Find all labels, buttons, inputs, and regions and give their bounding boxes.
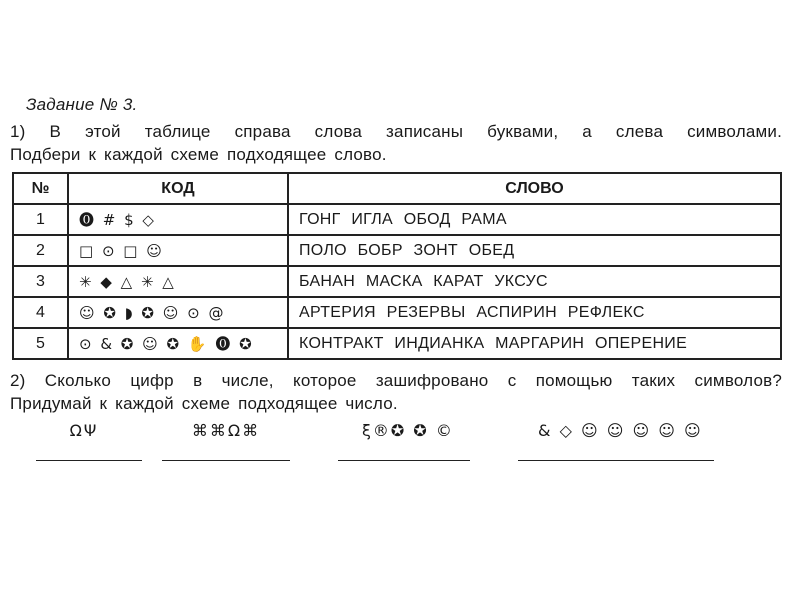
row-code: □ ⊙ □ ☺ (68, 235, 288, 266)
table-row (13, 204, 781, 235)
scheme-symbols-2: ⌘⌘Ω⌘ (191, 421, 261, 440)
scheme-group-2 (162, 420, 290, 470)
question-1-text-line-2: Подбери к каждой схеме подходящее слово. (10, 145, 387, 164)
scheme-group-4 (518, 420, 714, 470)
table-row (13, 266, 781, 297)
table-row (13, 235, 781, 266)
header-number: № (13, 173, 68, 204)
scheme-symbols-1: ΩΨ (69, 421, 99, 440)
row-words: КОНТРАКТ ИНДИАНКА МАРГАРИН ОПЕРЕНИЕ (288, 328, 781, 359)
answer-blank-4[interactable] (518, 460, 714, 461)
row-words: ГОНГ ИГЛА ОБОД РАМА (288, 204, 781, 235)
scheme-group-1 (36, 420, 142, 470)
row-code: ⊙ & ✪ ☺ ✪ ✋ ⓿ ✪ (68, 328, 288, 359)
answer-blank-2[interactable] (162, 460, 290, 461)
row-words: БАНАН МАСКА КАРАТ УКСУС (288, 266, 781, 297)
row-code: ⓿ # $ ◇ (68, 204, 288, 235)
table-header-row (13, 173, 781, 204)
question-2-text-line-2: Придумай к каждой схеме подходящее число. (10, 394, 398, 413)
task-title: Задание № 3. (26, 95, 138, 114)
row-code: ☺ ✪ ◗ ✪ ☺ ⊙ @ (68, 297, 288, 328)
question-2-text-line-1: 2) Сколько цифр в числе, которое зашифровано с помощью таких символов? (10, 371, 782, 390)
row-number: 3 (13, 266, 68, 297)
scheme-symbols-4: & ◇ ☺ ☺ ☺ ☺ ☺ (538, 421, 703, 440)
answer-blank-3[interactable] (338, 460, 470, 461)
row-number: 4 (13, 297, 68, 328)
header-code: КОД (68, 173, 288, 204)
header-word: СЛОВО (288, 173, 781, 204)
question-1-text-line-1: 1) В этой таблице справа слова записаны буквами, а слева символами. (10, 122, 782, 141)
table-row (13, 328, 781, 359)
row-words: ПОЛО БОБР ЗОНТ ОБЕД (288, 235, 781, 266)
row-code: ✳ ◆ △ ✳ △ (68, 266, 288, 297)
scheme-symbols-3: ξ®✪ ✪ © (362, 421, 454, 440)
table-row (13, 297, 781, 328)
code-table (12, 172, 782, 360)
answer-blank-1[interactable] (36, 460, 142, 461)
row-words: АРТЕРИЯ РЕЗЕРВЫ АСПИРИН РЕФЛЕКС (288, 297, 781, 328)
scheme-group-3 (338, 420, 470, 470)
row-number: 2 (13, 235, 68, 266)
row-number: 5 (13, 328, 68, 359)
row-number: 1 (13, 204, 68, 235)
